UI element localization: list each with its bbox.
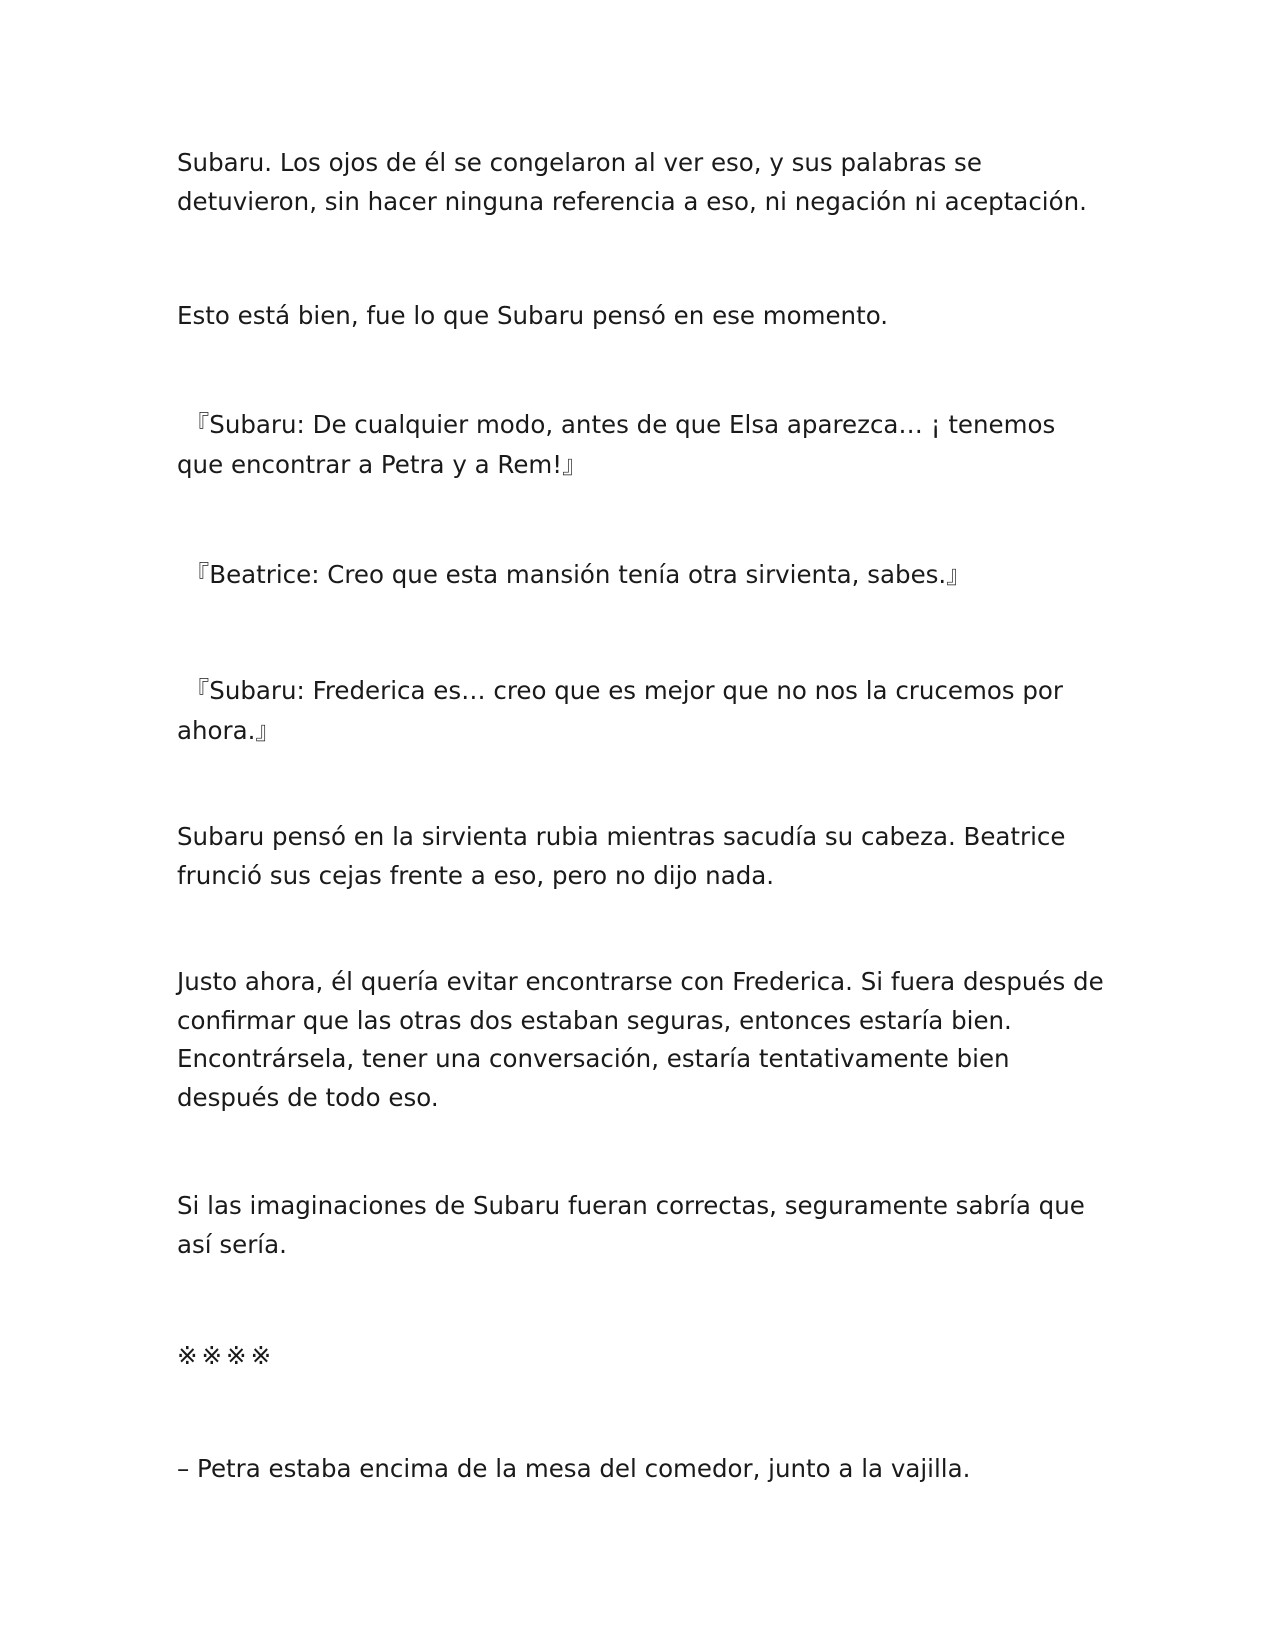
paragraph-8: Si las imaginaciones de Subaru fueran correctas, seguramente sabría que así sería.: [177, 1191, 1085, 1259]
paragraph-2: Esto está bien, fue lo que Subaru pensó en ese momento.: [177, 301, 889, 330]
scene-break: ※※※※: [177, 1341, 276, 1370]
paragraph-10: – Petra estaba encima de la mesa del comedor, junto a la vajilla.: [177, 1454, 971, 1483]
paragraph-7: Justo ahora, él quería evitar encontrarse con Frederica. Si fuera después de confirmar que las otras dos estaban seguras, entonces estaría bien. Encontrársela, tener una conversación, estaría tentativamente bien después de todo eso.: [177, 967, 1104, 1112]
dialogue-subaru-1: 『Subaru: De cualquier modo, antes de que Elsa aparezca… ¡ tenemos que encontrar a Petra y a Rem!』: [177, 410, 1056, 479]
paragraph-6: Subaru pensó en la sirvienta rubia mientras sacudía su cabeza. Beatrice frunció sus cejas frente a eso, pero no dijo nada.: [177, 822, 1066, 890]
paragraph-1: Subaru. Los ojos de él se congelaron al ver eso, y sus palabras se detuvieron, sin hacer ninguna referencia a eso, ni negación ni aceptación.: [177, 148, 1087, 216]
dialogue-subaru-2: 『Subaru: Frederica es… creo que es mejor que no nos la crucemos por ahora.』: [177, 676, 1063, 745]
dialogue-beatrice: 『Beatrice: Creo que esta mansión tenía otra sirvienta, sabes.』: [177, 560, 971, 589]
